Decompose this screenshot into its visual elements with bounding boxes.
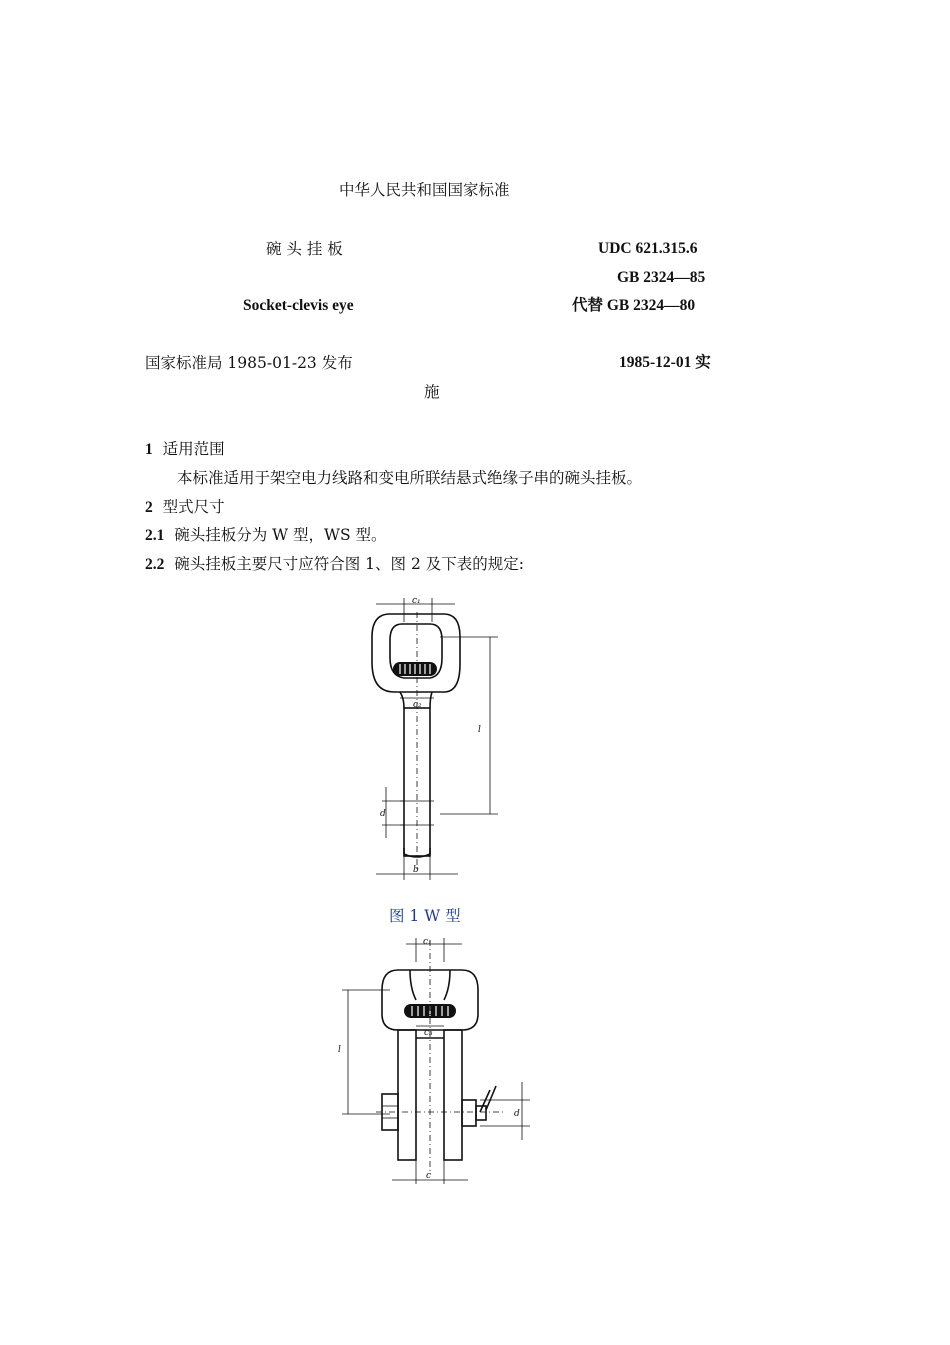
fig2-label-c: c [426,1171,432,1181]
section-2-heading [145,497,225,518]
national-standard-heading: 中华人民共和国国家标准 [339,181,510,199]
figure-2-drawing [330,934,540,1189]
replaces-standard: 代替 GB 2324—80 [572,297,696,314]
section-2-2-number: 2.2 [145,556,165,573]
section-1-body: 本标准适用于架空电力线路和变电所联结悬式绝缘子串的碗头挂板。 [177,469,643,487]
fig1-label-c1: c₁ [412,596,421,606]
fig2-label-c3: c₃ [424,1028,433,1038]
fig1-label-c2: c₂ [413,700,422,710]
fig2-label-c1: c₁ [423,937,432,947]
section-1-title: 适用范围 [162,440,225,458]
effective-date-tail: 施 [424,383,440,401]
section-2-2-text: 碗头挂板主要尺寸应符合图 1、图 2 及下表的规定: [174,555,524,573]
fig1-label-b: b [413,865,419,875]
section-2-2 [145,554,524,575]
section-2-title: 型式尺寸 [162,498,225,516]
section-2-1-number: 2.1 [145,527,165,544]
effective-date: 1985-12-01 实 [619,354,711,371]
fig1-eye-outer [372,614,460,692]
gb-number: GB 2324—85 [617,269,706,286]
section-2-1-text: 碗头挂板分为 W 型，WS 型。 [174,526,387,544]
title-cn: 碗 头 挂 板 [266,240,343,258]
section-1-heading [145,439,225,460]
figure-1-caption: 图 1 W 型 [389,907,461,925]
fig2-label-l: l [338,1045,341,1055]
section-2-number: 2 [145,499,153,516]
fig1-label-d: d [380,809,386,819]
fig2-label-d: d [514,1109,520,1119]
fig2-cotter-pin [486,1086,496,1110]
section-1-number: 1 [145,441,153,458]
udc-number: UDC 621.315.6 [598,240,698,257]
fig1-label-l: l [478,725,481,735]
issued-date: 国家标准局 1985-01-23 发布 [145,354,353,372]
section-2-1 [145,525,387,546]
figure-1-drawing [360,592,510,887]
fig2-plate-left [398,1030,416,1160]
title-en: Socket-clevis eye [243,297,354,314]
fig2-nut [462,1100,476,1126]
fig2-plate-right [444,1030,462,1160]
